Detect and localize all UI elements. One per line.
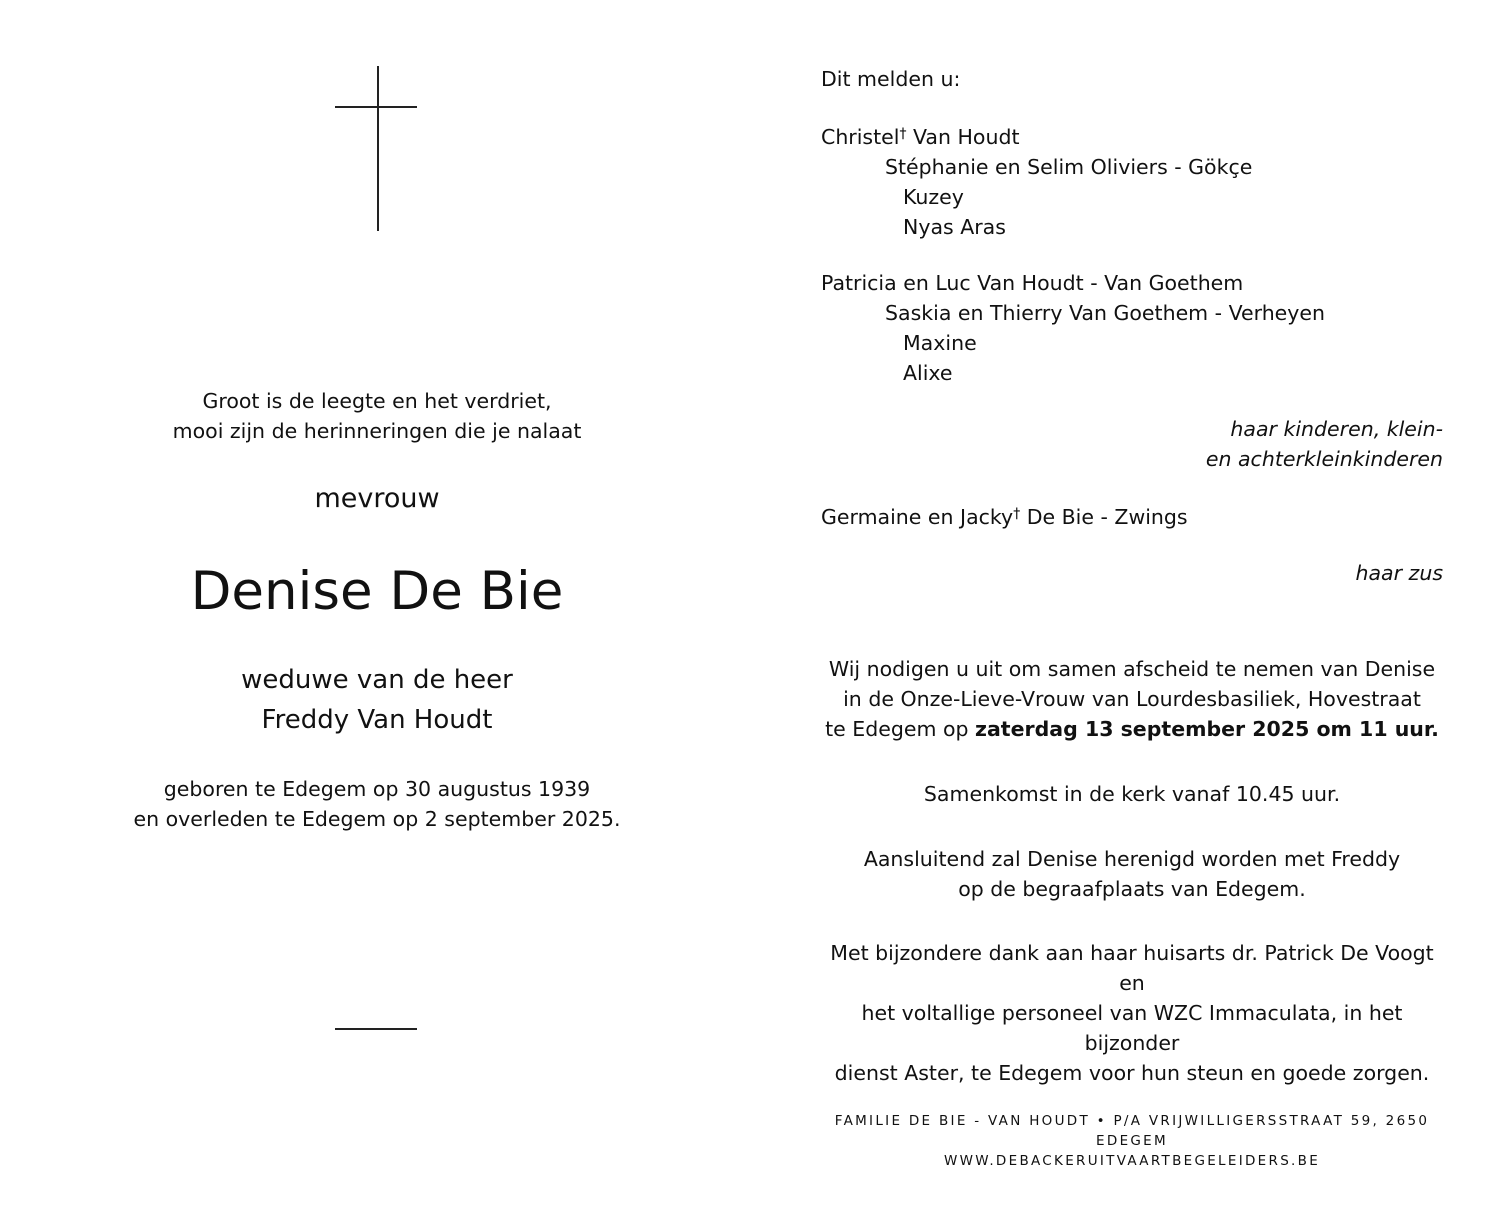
family-1-grandchild-2: Nyas Aras bbox=[903, 215, 1006, 239]
family-1-child: Stéphanie en Selim Oliviers - Gökçe bbox=[885, 155, 1253, 179]
footer-address: FAMILIE DE BIE - VAN HOUDT • P/A VRIJWILLIGERSSTRAAT 59, 2650 EDEGEM bbox=[834, 1113, 1430, 1149]
cross-icon-horizontal bbox=[335, 106, 417, 108]
title-mevrouw: mevrouw bbox=[314, 483, 440, 514]
death-line: en overleden te Edegem op 2 september 2025. bbox=[133, 807, 621, 831]
thanks-line-2: het voltallige personeel van WZC Immaculata, in het bijzonder bbox=[861, 1001, 1403, 1055]
intro-text: Dit melden u: bbox=[821, 67, 961, 91]
footer bbox=[822, 1111, 1442, 1171]
relation-children-line-1: haar kinderen, klein- bbox=[1230, 417, 1443, 441]
relation-children-line-2: en achterkleinkinderen bbox=[1205, 447, 1443, 471]
invitation-line-3-prefix: te Edegem op bbox=[825, 717, 976, 741]
burial-line-1: Aansluitend zal Denise herenigd worden met Freddy bbox=[863, 847, 1401, 871]
sister-name-a: Germaine en Jacky bbox=[821, 505, 1014, 529]
thanks-text bbox=[822, 938, 1442, 1088]
verse-line-2: mooi zijn de herinneringen die je nalaat bbox=[172, 419, 582, 443]
thanks-line-3: dienst Aster, te Edegem voor hun steun en goede zorgen. bbox=[834, 1061, 1430, 1085]
family-2-name: Patricia en Luc Van Houdt - Van Goethem bbox=[821, 271, 1244, 295]
widow-line-2: Freddy Van Houdt bbox=[261, 705, 493, 735]
family-2-grandchild-2: Alixe bbox=[903, 361, 953, 385]
relation-sister: haar zus bbox=[1355, 561, 1443, 585]
ceremony-datetime: zaterdag 13 september 2025 om 11 uur. bbox=[975, 717, 1439, 741]
burial-text bbox=[822, 844, 1442, 904]
invitation-line-1: Wij nodigen u uit om samen afscheid te nemen van Denise bbox=[828, 657, 1436, 681]
family-1-name bbox=[821, 122, 1020, 152]
dagger-icon: † bbox=[899, 126, 907, 142]
verse-line-1: Groot is de leegte en het verdriet, bbox=[202, 389, 552, 413]
invitation-line-2: in de Onze-Lieve-Vrouw van Lourdesbasiliek, Hovestraat bbox=[843, 687, 1421, 711]
family-1-name-a: Christel bbox=[821, 125, 900, 149]
deceased-name: Denise De Bie bbox=[190, 561, 564, 622]
sister-name-b: De Bie - Zwings bbox=[1020, 505, 1188, 529]
cross-icon-vertical bbox=[377, 66, 379, 231]
footer-website: WWW.DEBACKERUITVAARTBEGELEIDERS.BE bbox=[943, 1153, 1321, 1169]
gathering-text: Samenkomst in de kerk vanaf 10.45 uur. bbox=[923, 782, 1341, 806]
burial-line-2: op de begraafplaats van Edegem. bbox=[958, 877, 1306, 901]
widow-line-1: weduwe van de heer bbox=[241, 665, 513, 695]
birth-line: geboren te Edegem op 30 augustus 1939 bbox=[163, 777, 591, 801]
family-1-name-b: Van Houdt bbox=[906, 125, 1020, 149]
dagger-icon: † bbox=[1013, 506, 1021, 522]
life-dates bbox=[76, 774, 678, 834]
family-2-grandchild-1: Maxine bbox=[903, 331, 977, 355]
thanks-line-1: Met bijzondere dank aan haar huisarts dr. Patrick De Voogt en bbox=[830, 941, 1434, 995]
family-1-grandchild-1: Kuzey bbox=[903, 185, 964, 209]
family-2-child: Saskia en Thierry Van Goethem - Verheyen bbox=[885, 301, 1326, 325]
invitation-line-3 bbox=[822, 714, 1442, 744]
invitation bbox=[822, 654, 1442, 744]
verse bbox=[76, 386, 678, 446]
divider-rule bbox=[335, 1028, 417, 1030]
relation-children bbox=[793, 414, 1443, 474]
sister-name bbox=[821, 502, 1188, 532]
widow-of bbox=[76, 660, 678, 740]
